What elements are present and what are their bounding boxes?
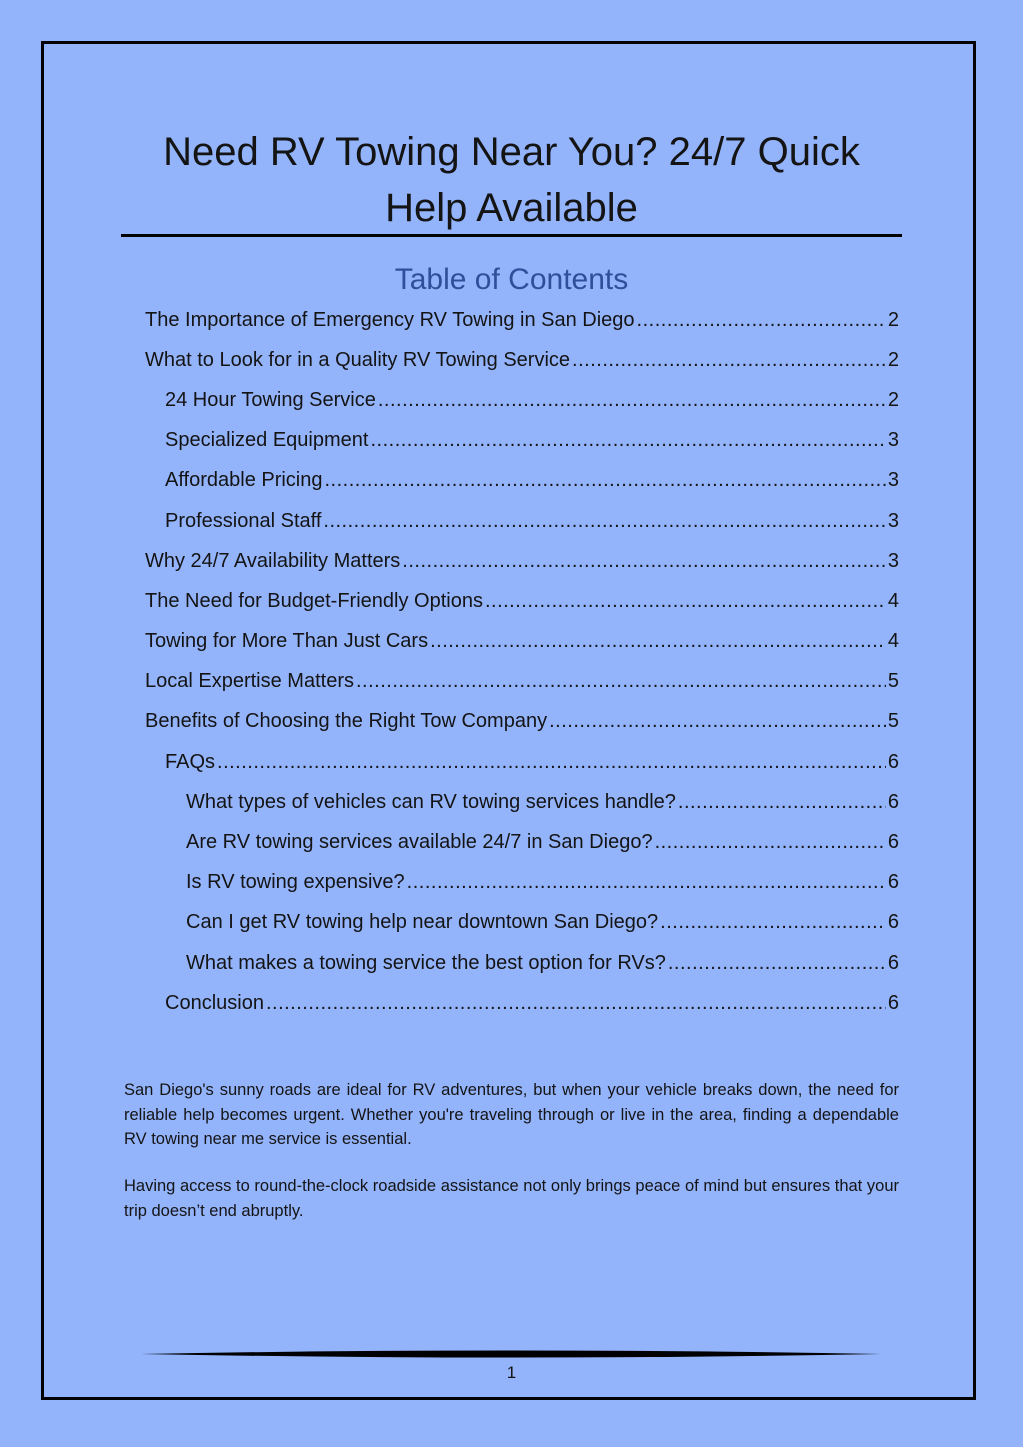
toc-entry[interactable] <box>0 421 1023 461</box>
toc-entry-title: Conclusion <box>165 991 264 1014</box>
toc-entry-page: 4 <box>887 589 899 612</box>
toc-entry-title: Local Expertise Matters <box>145 670 354 693</box>
toc-entry-page: 6 <box>887 991 899 1014</box>
toc-entry[interactable] <box>0 581 1023 621</box>
title-underline <box>121 234 902 237</box>
toc-entry-page: 6 <box>887 871 899 894</box>
table-of-contents <box>0 300 1023 1023</box>
toc-entry[interactable] <box>0 943 1023 983</box>
toc-entry-page: 3 <box>887 429 899 452</box>
toc-dot-leader <box>407 871 886 894</box>
toc-entry-title: Is RV towing expensive? <box>186 871 405 894</box>
toc-entry[interactable] <box>0 622 1023 662</box>
toc-entry-page: 6 <box>887 911 899 934</box>
toc-entry-page: 2 <box>887 308 899 331</box>
toc-entry-page: 3 <box>887 549 899 572</box>
toc-entry-title: Benefits of Choosing the Right Tow Company <box>145 710 548 733</box>
toc-entry[interactable] <box>0 742 1023 782</box>
second-paragraph: Having access to round-the-clock roadside assistance not only brings peace of mind but ensures that your trip doesn’t end abruptly. <box>124 1177 899 1220</box>
toc-dot-leader <box>217 751 886 774</box>
toc-dot-leader <box>660 911 886 934</box>
toc-entry[interactable] <box>0 782 1023 822</box>
toc-entry-page: 4 <box>887 630 899 653</box>
toc-dot-leader <box>678 791 886 814</box>
toc-dot-leader <box>430 630 886 653</box>
toc-dot-leader <box>323 510 885 533</box>
toc-entry-title: What to Look for in a Quality RV Towing Service <box>145 348 571 371</box>
toc-entry-title: The Need for Budget-Friendly Options <box>145 589 483 612</box>
toc-entry[interactable] <box>0 903 1023 943</box>
toc-entry[interactable] <box>0 662 1023 702</box>
toc-entry-title: Towing for More Than Just Cars <box>145 630 429 653</box>
toc-entry-page: 3 <box>887 509 899 532</box>
page-number: 1 <box>506 1363 517 1382</box>
toc-entry-title: Can I get RV towing help near downtown San Diego? <box>186 911 659 934</box>
toc-dot-leader <box>655 831 886 854</box>
toc-entry-title: Professional Staff <box>165 509 322 532</box>
toc-entry-title: Specialized Equipment <box>165 429 369 452</box>
toc-dot-leader <box>356 670 886 693</box>
toc-entry[interactable] <box>0 380 1023 420</box>
toc-dot-leader <box>266 992 886 1015</box>
document-title: Need RV Towing Near You? 24/7 Quick Help Available <box>163 130 860 230</box>
toc-heading: Table of Contents <box>394 263 629 296</box>
toc-entry-page: 5 <box>887 710 899 733</box>
toc-dot-leader <box>637 309 886 332</box>
toc-entry-title: Why 24/7 Availability Matters <box>145 549 401 572</box>
toc-entry-page: 6 <box>887 951 899 974</box>
toc-entry[interactable] <box>0 863 1023 903</box>
toc-entry[interactable] <box>0 541 1023 581</box>
toc-entry-title: The Importance of Emergency RV Towing in San Diego <box>145 308 635 331</box>
toc-entry[interactable] <box>0 822 1023 862</box>
toc-entry-page: 2 <box>887 348 899 371</box>
toc-entry-title: FAQs <box>165 750 216 773</box>
toc-entry-title: Affordable Pricing <box>165 469 323 492</box>
toc-dot-leader <box>485 590 886 613</box>
toc-dot-leader <box>572 349 886 372</box>
toc-dot-leader <box>378 389 886 412</box>
toc-entry[interactable] <box>0 983 1023 1023</box>
toc-entry-title: What types of vehicles can RV towing services handle? <box>186 790 676 813</box>
toc-dot-leader <box>402 550 886 573</box>
toc-entry-page: 3 <box>887 469 899 492</box>
toc-entry-title: Are RV towing services available 24/7 in San Diego? <box>186 831 653 854</box>
toc-entry[interactable] <box>0 501 1023 541</box>
toc-entry-title: 24 Hour Towing Service <box>165 388 376 411</box>
toc-entry[interactable] <box>0 300 1023 340</box>
toc-entry[interactable] <box>0 461 1023 501</box>
toc-entry[interactable] <box>0 702 1023 742</box>
toc-entry-page: 2 <box>887 388 899 411</box>
toc-dot-leader <box>549 710 886 733</box>
toc-dot-leader <box>668 952 886 975</box>
toc-entry[interactable] <box>0 340 1023 380</box>
footer-divider <box>141 1346 881 1362</box>
toc-entry-page: 6 <box>887 831 899 854</box>
toc-entry-title: What makes a towing service the best option for RVs? <box>186 951 666 974</box>
intro-paragraph: San Diego's sunny roads are ideal for RV adventures, but when your vehicle breaks down, the need for reliable help becomes urgent. Whether you're traveling through or live in the area, finding a dependable RV towing near me service is essential. <box>124 1081 899 1148</box>
toc-dot-leader <box>370 429 885 452</box>
toc-entry-page: 6 <box>887 750 899 773</box>
toc-dot-leader <box>325 469 886 492</box>
toc-entry-page: 5 <box>887 670 899 693</box>
toc-entry-page: 6 <box>887 790 899 813</box>
